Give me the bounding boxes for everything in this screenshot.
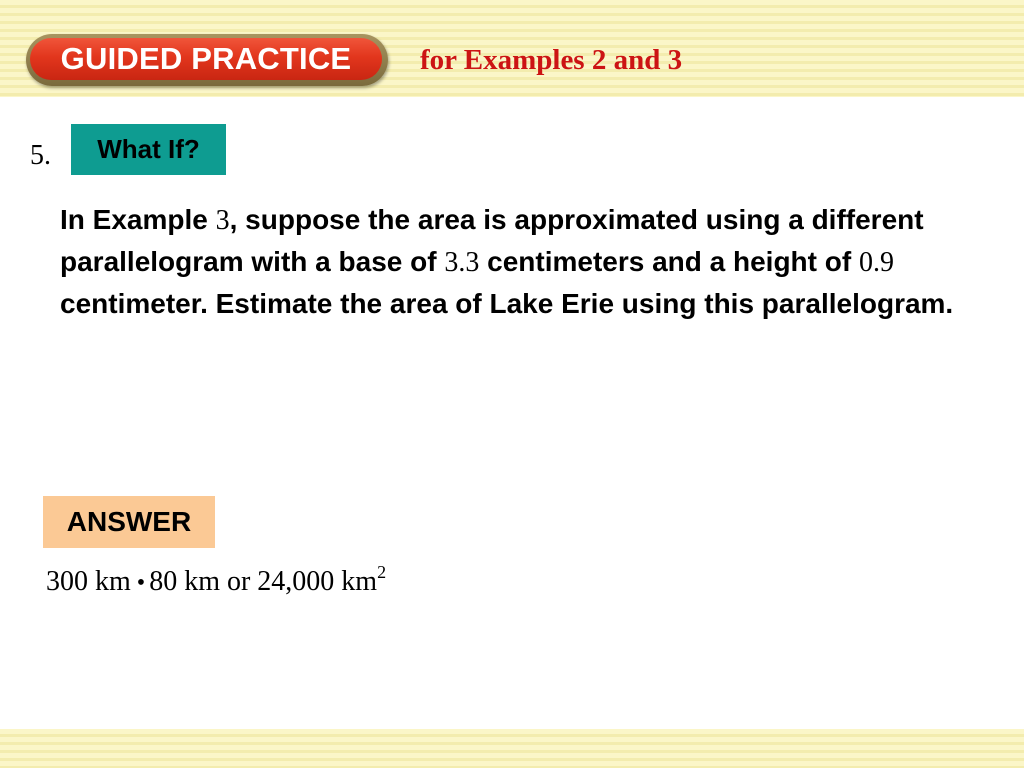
guided-practice-badge [26,34,388,86]
problem-number: 3.3 [444,247,480,278]
question-number: 5. [30,140,51,171]
problem-text-part: In Example [60,204,216,235]
answer-exponent: 2 [377,562,387,582]
problem-number: 0.9 [858,247,894,278]
what-if-tag: What If? [71,124,226,175]
answer-text [46,562,387,598]
answer-part-1: 300 km [46,566,131,597]
problem-text-part: , suppose the area is approximated using a different parallelogram with a base of [60,204,924,277]
header-subtitle: for Examples 2 and 3 [420,44,683,76]
multiplication-dot: • [136,570,146,596]
problem-text-part: centimeter. Estimate the area of Lake Erie using this parallelogram. [60,288,954,319]
problem-text-part: centimeters and a height of [479,246,859,277]
problem-text [60,199,1005,324]
answer-label: ANSWER [43,496,215,548]
answer-part-2: 80 km or 24,000 km [149,566,378,597]
guided-practice-label: GUIDED PRACTICE [30,38,382,80]
problem-number: 3 [215,205,230,236]
footer-band [0,729,1024,768]
